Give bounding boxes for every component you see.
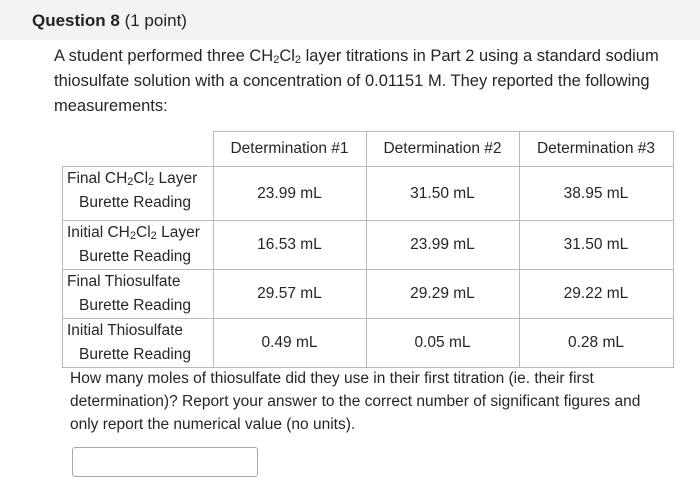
table-cell: 29.57 mL bbox=[213, 270, 366, 319]
row-label: Final $CH_2Cl_2$ Layer Burette Reading bbox=[63, 167, 214, 221]
question-header bbox=[0, 0, 700, 40]
table-cell: 0.49 mL bbox=[213, 319, 366, 368]
table-cell: 31.50 mL bbox=[519, 221, 673, 270]
table-row bbox=[63, 221, 674, 270]
table-cell: 23.99 mL bbox=[366, 221, 519, 270]
table-header-row bbox=[63, 132, 674, 167]
table-cell: 0.05 mL bbox=[366, 319, 519, 368]
column-header: Determination #3 bbox=[519, 132, 673, 167]
table-cell: 31.50 mL bbox=[366, 167, 519, 221]
question-prompt: A student performed three $CH_2Cl_2$ layer titrations in Part 2 using a standard sodium thiosulfate solution with a concentration of 0.01151 M. They reported the following measurements: bbox=[54, 47, 659, 115]
table-row bbox=[63, 270, 674, 319]
answer-input[interactable] bbox=[72, 447, 258, 477]
table-cell: 38.95 mL bbox=[519, 167, 673, 221]
table-row bbox=[63, 167, 674, 221]
question-title bbox=[32, 11, 187, 31]
table-corner-cell bbox=[63, 132, 214, 167]
row-label: Initial $CH_2Cl_2$ Layer Burette Reading bbox=[63, 221, 214, 270]
table-cell: 0.28 mL bbox=[519, 319, 673, 368]
row-label: Initial Thiosulfate Burette Reading bbox=[63, 319, 214, 368]
question-number: Question 8 bbox=[32, 11, 120, 30]
table-cell: 16.53 mL bbox=[213, 221, 366, 270]
column-header: Determination #1 bbox=[213, 132, 366, 167]
question-points: (1 point) bbox=[124, 11, 187, 30]
table-cell: 23.99 mL bbox=[213, 167, 366, 221]
column-header: Determination #2 bbox=[366, 132, 519, 167]
table-cell: 29.29 mL bbox=[366, 270, 519, 319]
row-label: Final Thiosulfate Burette Reading bbox=[63, 270, 214, 319]
table-row bbox=[63, 319, 674, 368]
table-cell: 29.22 mL bbox=[519, 270, 673, 319]
measurements-table bbox=[62, 131, 674, 368]
question-ask: How many moles of thiosulfate did they use in their first titration (ie. their first determination)? Report your answer to the correct number of significant figures and only report the numerical value (no units). bbox=[70, 370, 641, 433]
